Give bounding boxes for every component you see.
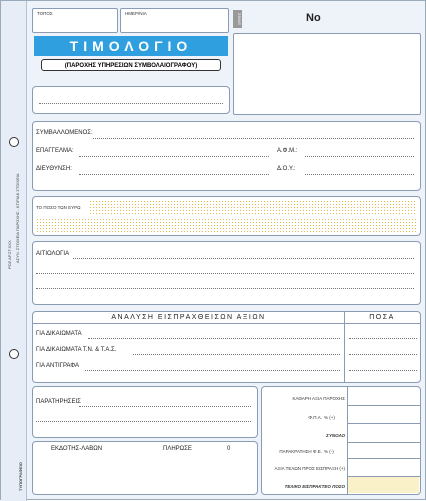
afm-label: Α.Φ.Μ.:	[277, 148, 298, 154]
side-logo: ΣΦΙΝΞ	[233, 10, 242, 28]
margin-brand: ΤΥΠΟΓΡΑΦΕΙΟ	[18, 462, 23, 491]
date-label: ΗΜΕΡ/ΝΙΑ	[125, 11, 147, 16]
date-field[interactable]	[120, 8, 229, 33]
payment-code: 0	[227, 446, 231, 452]
amount-words-label: ΤΟ ΠΟΣΟ ΤΩΝ ΕΥΡΩ	[36, 205, 81, 210]
collected-values-analysis	[32, 311, 421, 383]
issuer-receiver-label: ΕΚΔΟΤΗΣ-ΛΑΒΩΝ	[51, 446, 103, 452]
justification-box[interactable]	[32, 241, 421, 305]
sum-label: ΣΥΝΟΛΟ	[326, 433, 345, 438]
client-details	[32, 121, 421, 191]
analysis-row-fees: ΓΙΑ ΔΙΚΑΙΩΜΑΤΑ	[36, 331, 82, 337]
doy-label: Δ.Ο.Υ.:	[277, 166, 296, 172]
analysis-row-tn-tas: ΓΙΑ ΔΙΚΑΙΩΜΑΤΑ Τ.Ν. & Τ.Α.Σ.	[36, 347, 117, 353]
address-label: ΔΙΕΥΘΥΝΣΗ:	[36, 166, 72, 172]
payment-label: ΠΛΗΡΩΣΕ	[163, 446, 192, 452]
amount-in-words[interactable]	[32, 196, 421, 236]
withholding-pct: % (-)	[324, 449, 334, 454]
profession-label: ΕΠΑΓΓΕΛΜΑ:	[36, 148, 74, 154]
contracting-label: ΣΥΜΒΑΛΛΟΜΕΝΟΣ:	[36, 130, 93, 136]
net-value-label: ΚΑΘΑΡΗ ΑΞΙΑ ΠΑΡΟΧΗΣ	[292, 396, 345, 401]
margin-note: ΑΣΥΝ. ΣΤΟΙΧΕΙΑ ΠΑΡΟΧΗΣ - ΚΤΙΡΙΑΚ ΣΤΟΙΧΕΙΑ	[15, 173, 20, 263]
place-field[interactable]	[32, 8, 118, 33]
final-amount-label: ΤΕΛΙΚΟ ΕΙΣΠΡΑΚΤΕΟ ΠΟΣΟ	[284, 484, 345, 489]
justification-label: ΑΙΤΙΟΛΟΓΙΑ	[36, 251, 70, 257]
invoice-title: ΤΙΜΟΛΟΓΙΟ	[34, 36, 228, 56]
invoice-subtitle: (ΠΑΡΟΧΗΣ ΥΠΗΡΕΣΙΩΝ ΣΥΜΒΟΛΑΙΟΓΡΑΦΟΥ)	[41, 59, 221, 71]
issuer-receiver-box	[32, 441, 258, 495]
final-amount-field[interactable]	[348, 477, 419, 493]
analysis-row-copies: ΓΙΑ ΑΝΤΙΓΡΑΦΑ	[36, 363, 79, 369]
withholding-label: ΠΑΡΑΚΡΑΤΗΣΗ Φ.Ε.	[279, 449, 322, 454]
place-label: ΤΟΠΟΣ	[37, 11, 53, 16]
punch-hole-bottom	[9, 349, 19, 359]
vat-label: Φ.Π.Α.	[308, 415, 322, 420]
issuer-box	[233, 33, 421, 115]
margin-code: ΡΟΖ ΑΡ.ΣΤ.ΧΧΧ	[7, 240, 12, 269]
binding-strip	[1, 1, 27, 501]
fees-label: ΑΞΙΑ ΤΕΛΩΝ ΠΡΟΣ ΕΙΣΠΡΑΞΗ (+)	[274, 466, 345, 471]
totals-box	[261, 386, 421, 495]
number-label: Νο	[306, 12, 321, 24]
series-box[interactable]	[32, 86, 230, 114]
analysis-heading: ΑΝΑΛΥΣΗ ΕΙΣΠΡΑΧΘΕΙΣΩΝ ΑΞΙΩΝ	[111, 314, 266, 321]
punch-hole-top	[9, 137, 19, 147]
amounts-heading: ΠΟΣΑ	[369, 314, 395, 321]
vat-pct: % (+)	[324, 415, 335, 420]
remarks-box[interactable]	[32, 386, 258, 438]
remarks-label: ΠΑΡΑΤΗΡΗΣΕΙΣ	[36, 399, 81, 405]
